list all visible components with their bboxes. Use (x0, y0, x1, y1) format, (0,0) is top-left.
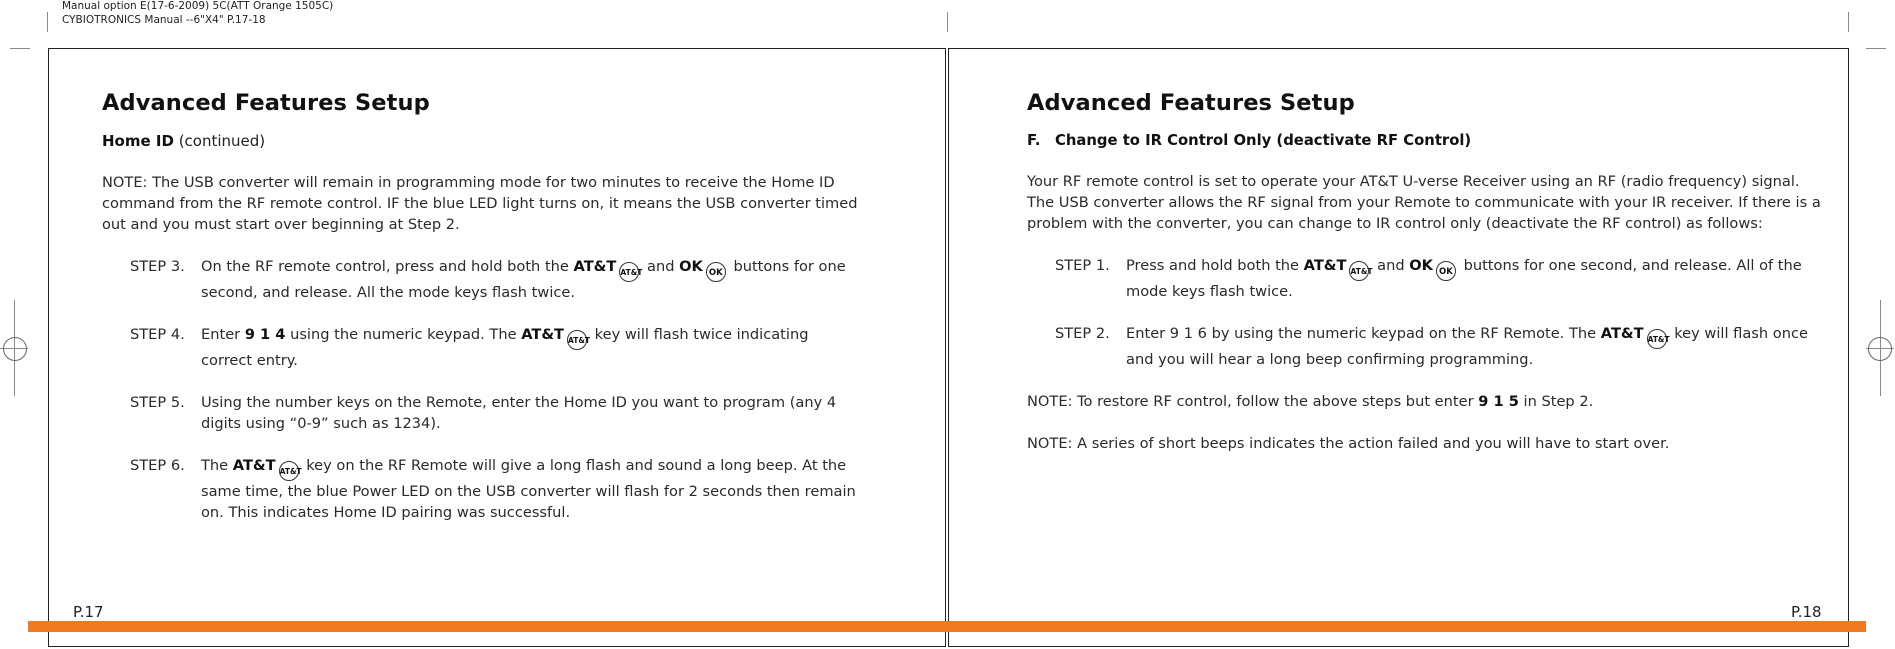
section-heading-bold: Home ID (102, 132, 174, 150)
step-label: STEP 5. (130, 394, 185, 411)
section-letter: F. (1027, 132, 1041, 149)
step-bold-code: 9 1 4 (244, 326, 286, 343)
page-title: Advanced Features Setup (102, 90, 430, 116)
step-4 (102, 324, 862, 371)
att-button-icon: AT&T (619, 262, 639, 282)
page-title: Advanced Features Setup (1027, 90, 1355, 116)
crop-mark (1848, 12, 1849, 32)
step-text-part: Enter 9 1 6 by using the numeric keypad on the RF Remote. The (1126, 325, 1601, 342)
accent-bar (28, 621, 1866, 632)
step-bold-att: AT&T (1600, 325, 1644, 342)
note-beeps: NOTE: A series of short beeps indicates the action failed and you will have to start over. (1027, 435, 1670, 452)
crop-mark (10, 48, 30, 49)
step-text-part: Press and hold both the (1126, 257, 1304, 274)
crop-mark (47, 12, 48, 32)
step-label: STEP 4. (130, 326, 185, 343)
step-6 (102, 455, 862, 523)
registration-mark-icon (3, 337, 27, 361)
step-text-part: Enter (201, 326, 245, 343)
step-text-part: buttons for one second, and release. All of the mode keys flash twice. (1126, 257, 1802, 300)
crop-mark (1866, 48, 1886, 49)
step-text-part: key will flash twice indicating correct entry. (201, 326, 809, 369)
page-left-content (102, 90, 862, 544)
step-bold-ok: OK (1409, 257, 1433, 274)
step-label: STEP 3. (130, 258, 185, 275)
step-text (1126, 323, 1827, 370)
step-text-part: and (1372, 257, 1410, 274)
step-text (201, 324, 862, 371)
note-restore (1027, 391, 1827, 412)
step-5 (102, 392, 862, 434)
ok-button-icon: OK (706, 262, 726, 282)
step-text-part: key on the RF Remote will give a long flash and sound a long beep. At the same time, the blue Power LED on the USB converter will flash for 2 seconds then remain on. This indicates Home ID pairing was successful. (201, 457, 856, 521)
note-text-part: in Step 2. (1518, 393, 1594, 410)
att-button-icon: AT&T (279, 461, 299, 481)
att-button-icon: AT&T (1349, 261, 1369, 281)
step-bold-att: AT&T (1303, 257, 1347, 274)
page-number-left: P.17 (73, 603, 104, 621)
step-text (201, 455, 862, 523)
ok-button-icon: OK (1436, 261, 1456, 281)
section-title: Change to IR Control Only (deactivate RF Control) (1055, 132, 1472, 149)
section-heading (102, 132, 862, 150)
step-bold-att: AT&T (232, 457, 276, 474)
att-button-icon: AT&T (567, 330, 587, 350)
note-paragraph: NOTE: The USB converter will remain in programming mode for two minutes to receive the Home ID command from the RF remote control. IF the blue LED light turns on, it means the USB converter timed out and you must start over beginning at Step 2. (102, 174, 858, 233)
step-1 (1027, 255, 1827, 302)
note-bold-code: 9 1 5 (1478, 393, 1519, 410)
step-text-part: The (201, 457, 233, 474)
registration-mark-icon (1868, 337, 1892, 361)
step-text-part: buttons for one second, and release. All the mode keys flash twice. (201, 258, 846, 301)
step-label: STEP 6. (130, 457, 185, 474)
step-text-part: On the RF remote control, press and hold both the (201, 258, 574, 275)
note-text-part: NOTE: To restore RF control, follow the above steps but enter (1027, 393, 1479, 410)
crop-mark (947, 12, 948, 32)
step-text (1126, 255, 1827, 302)
step-label: STEP 1. (1055, 257, 1110, 274)
slug-line-2: CYBIOTRONICS Manual --6"X4" P.17-18 (62, 14, 266, 26)
step-2 (1027, 323, 1827, 370)
step-text (201, 256, 862, 303)
step-3 (102, 256, 862, 303)
slug-line-1: Manual option E(17-6-2009) 5C(ATT Orange 1505C) (62, 0, 334, 12)
step-text-part: key will flash once and you will hear a long beep confirming programming. (1126, 325, 1808, 368)
intro-paragraph: Your RF remote control is set to operate your AT&T U-verse Receiver using an RF (radio frequency) signal. The USB converter allows the RF signal from your Remote to communicate with your IR receiver. If there is a problem with the converter, you can change to IR control only (deactivate the RF control) as follows: (1027, 173, 1821, 232)
section-heading (1027, 132, 1827, 149)
step-text-part: using the numeric keypad. The (285, 326, 522, 343)
step-text: Using the number keys on the Remote, enter the Home ID you want to program (any 4 digits using “0-9” such as 1234). (201, 394, 837, 432)
step-label: STEP 2. (1055, 325, 1110, 342)
step-bold-att: AT&T (521, 326, 565, 343)
att-button-icon: AT&T (1647, 329, 1667, 349)
step-bold-ok: OK (679, 258, 703, 275)
step-bold-att: AT&T (573, 258, 617, 275)
page-right-content (1027, 90, 1827, 475)
page-number-right: P.18 (1791, 603, 1822, 621)
step-text-part: and (642, 258, 680, 275)
section-heading-rest: (continued) (173, 132, 266, 150)
